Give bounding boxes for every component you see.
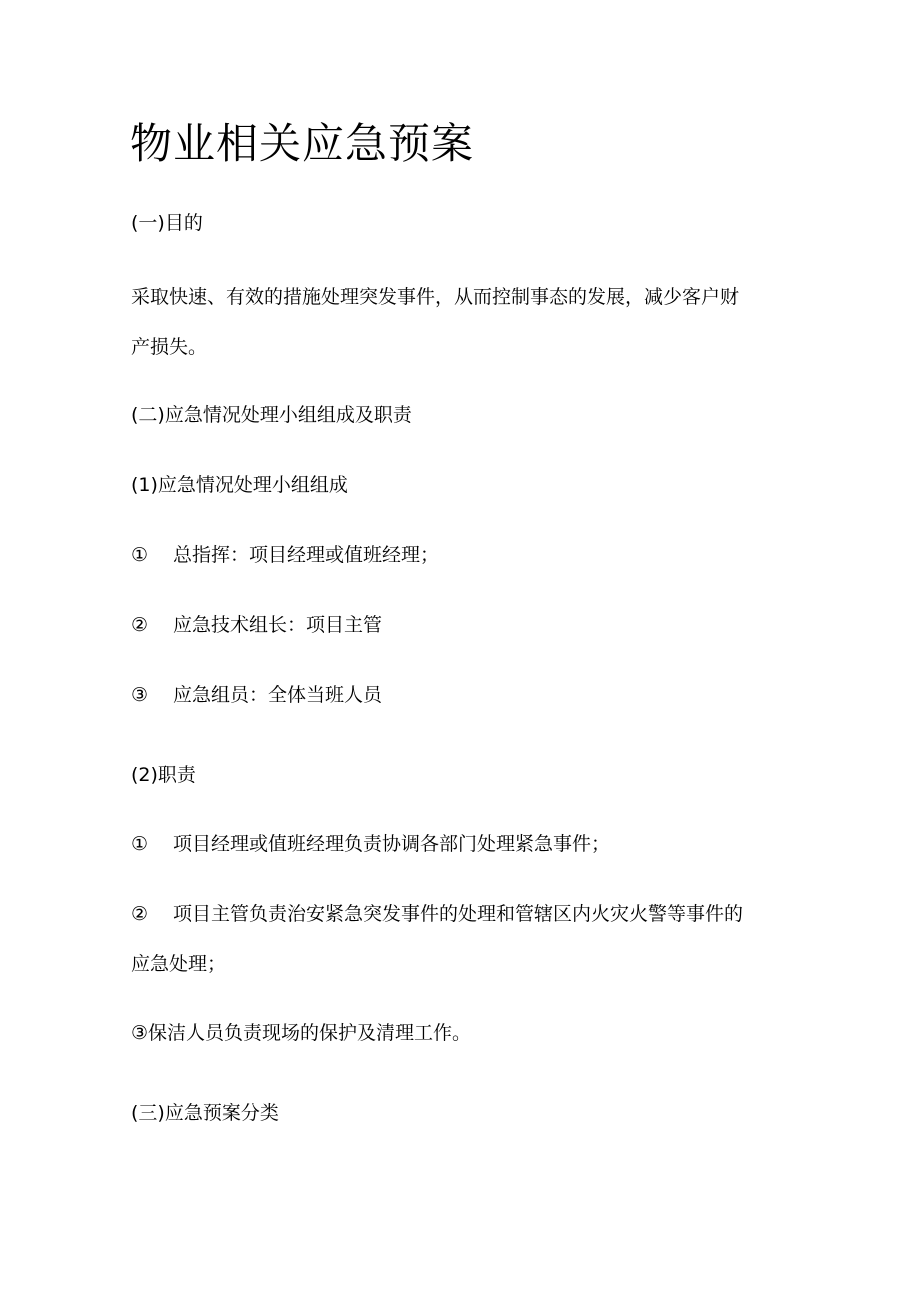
document-title: 物业相关应急预案 [130, 119, 475, 168]
list-marker: ② [131, 903, 149, 925]
list-item-text: 保洁人员负责现场的保护及清理工作。 [148, 1022, 472, 1044]
subheading-duties: (2)职责 [131, 764, 196, 786]
list-item-text: 项目经理或值班经理负责协调各部门处理紧急事件； [173, 833, 611, 855]
list-item-text: 总指挥：项目经理或值班经理； [173, 544, 440, 566]
list-item-members [131, 682, 382, 708]
purpose-paragraph-line-1: 采取快速、有效的措施处理突发事件，从而控制事态的发展，减少客户财 [131, 286, 740, 308]
list-item-text: 应急组员：全体当班人员 [173, 684, 383, 706]
list-item-text: 项目主管负责治安紧急突发事件的处理和管辖区内火灾火警等事件的 [173, 903, 744, 925]
list-marker: ③ [131, 1022, 149, 1044]
list-marker: ③ [131, 684, 149, 706]
duty-item-supervisor [131, 901, 743, 927]
section-heading-team: (二)应急情况处理小组组成及职责 [131, 404, 412, 426]
subheading-team-composition: (1)应急情况处理小组组成 [131, 474, 348, 496]
list-marker: ① [131, 833, 149, 855]
duty-item-supervisor-continuation: 应急处理； [131, 953, 227, 975]
list-item-text: 应急技术组长：项目主管 [173, 614, 383, 636]
list-marker: ② [131, 614, 149, 636]
list-marker: ① [131, 544, 149, 566]
section-heading-classification: (三)应急预案分类 [131, 1102, 279, 1124]
section-heading-purpose: (一)目的 [131, 212, 203, 234]
duty-item-cleaning [131, 1020, 471, 1046]
purpose-paragraph-line-2: 产损失。 [131, 336, 208, 358]
duty-item-manager [131, 831, 610, 857]
list-item-commander [131, 542, 439, 568]
list-item-tech-leader [131, 612, 382, 638]
